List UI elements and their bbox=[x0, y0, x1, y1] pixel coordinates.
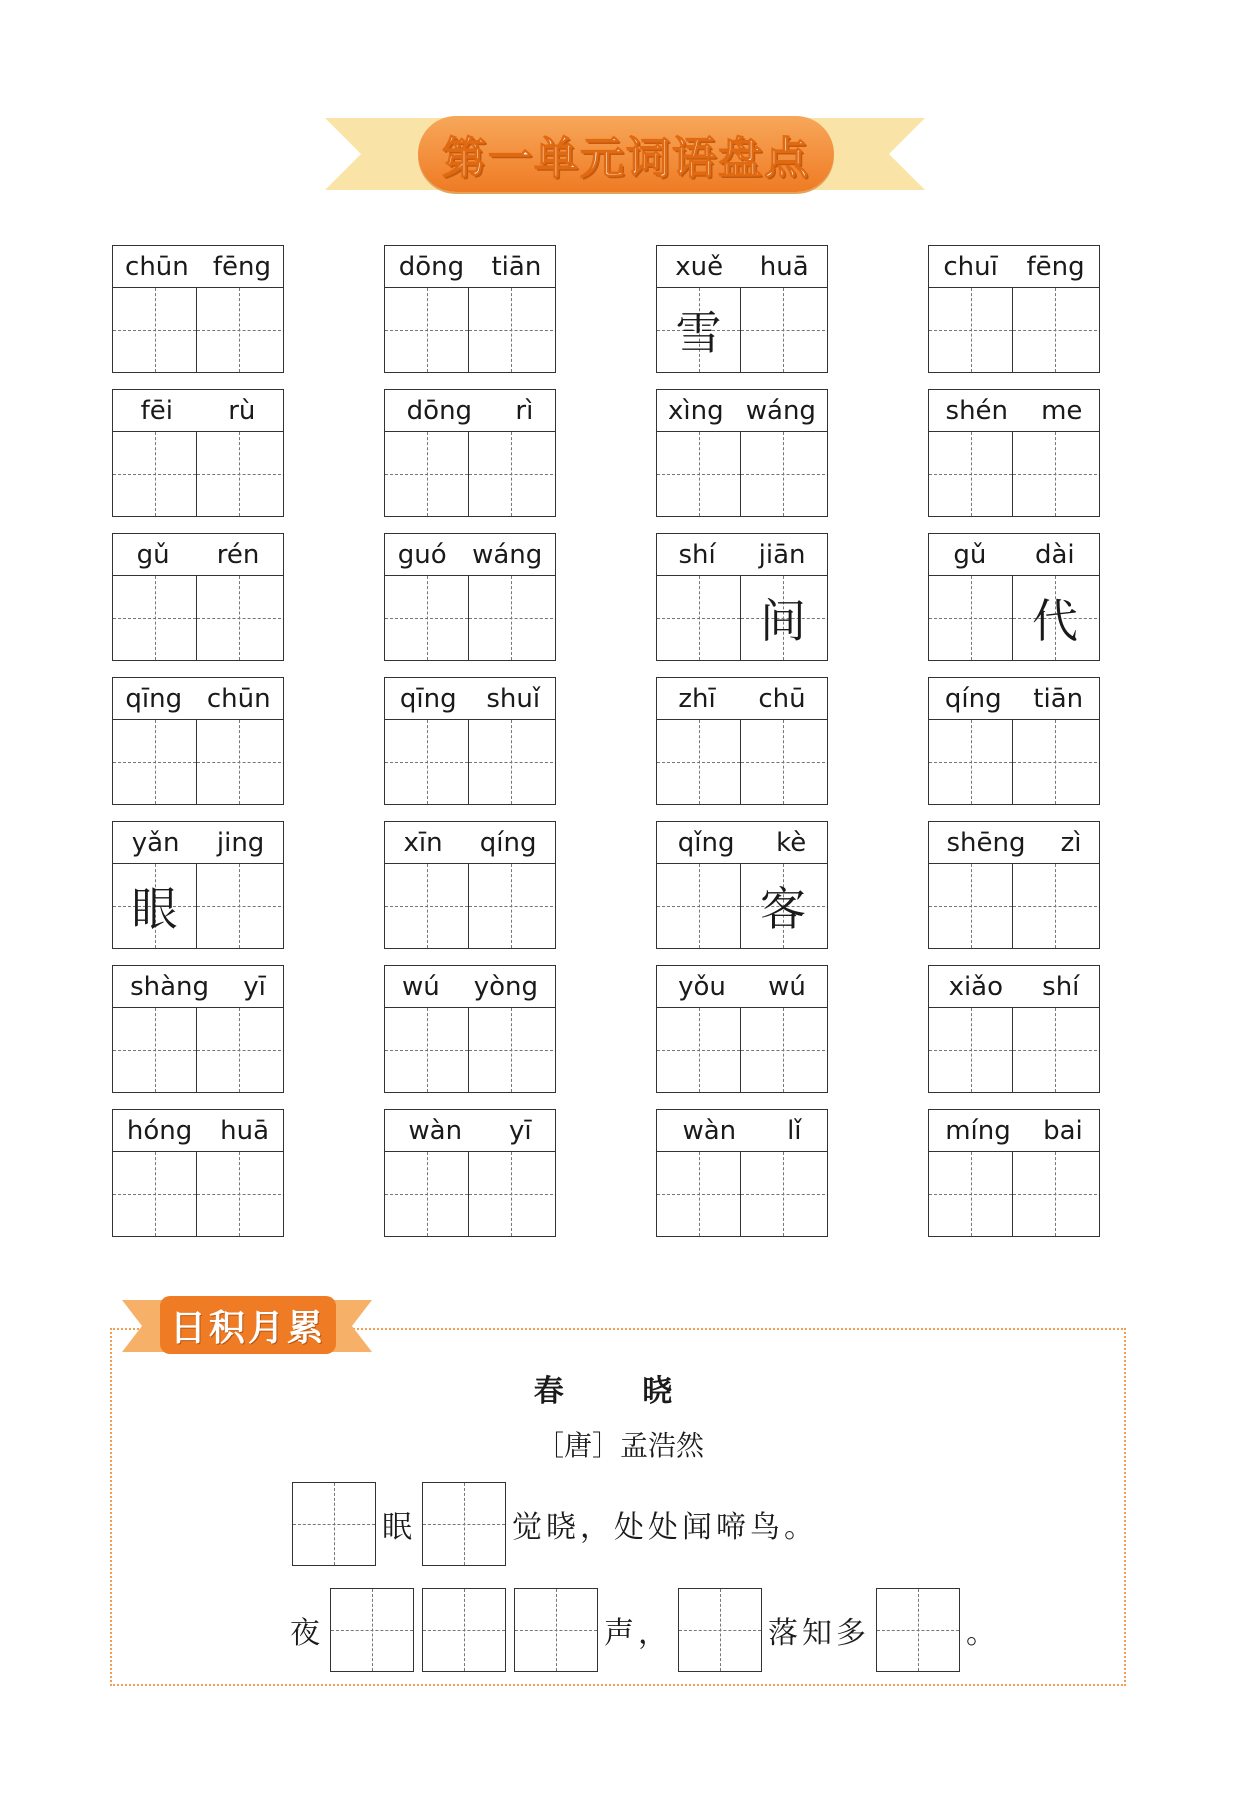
pinyin-syllable: yòng bbox=[473, 971, 538, 1002]
word-card bbox=[656, 245, 828, 373]
pinyin-syllable: shén bbox=[945, 395, 1009, 426]
poem-text: 夜 bbox=[290, 1616, 324, 1651]
pinyin-row bbox=[657, 246, 827, 288]
word-card bbox=[656, 677, 828, 805]
pinyin-syllable: yī bbox=[243, 971, 266, 1002]
tian-grid-box[interactable] bbox=[929, 432, 1013, 516]
char-row bbox=[113, 720, 283, 804]
pinyin-row bbox=[657, 390, 827, 432]
tian-grid-box[interactable] bbox=[741, 720, 825, 804]
fill-in-box[interactable] bbox=[876, 1588, 960, 1672]
pinyin-syllable: guó bbox=[397, 539, 447, 570]
word-card bbox=[112, 533, 284, 661]
pinyin-row bbox=[113, 966, 283, 1008]
pinyin-syllable: dōng bbox=[406, 395, 473, 426]
pinyin-row bbox=[113, 822, 283, 864]
pinyin-row bbox=[113, 1110, 283, 1152]
word-card bbox=[112, 1109, 284, 1237]
tian-grid-box[interactable] bbox=[741, 576, 825, 660]
pinyin-syllable: rén bbox=[216, 539, 260, 570]
pinyin-syllable: lǐ bbox=[787, 1115, 802, 1146]
char-row bbox=[385, 864, 555, 948]
pinyin-row bbox=[929, 966, 1099, 1008]
tian-grid-box[interactable] bbox=[657, 864, 741, 948]
tian-grid-box[interactable] bbox=[741, 288, 825, 372]
page-title: 第一单元词语盘点 bbox=[442, 133, 810, 184]
word-card bbox=[384, 1109, 556, 1237]
char-row bbox=[929, 288, 1099, 372]
pinyin-row bbox=[385, 246, 555, 288]
tian-grid-box[interactable] bbox=[929, 288, 1013, 372]
pinyin-syllable: jiān bbox=[758, 539, 806, 570]
written-char: 雪 bbox=[675, 306, 722, 360]
pinyin-syllable: yī bbox=[508, 1115, 532, 1146]
pinyin-row bbox=[657, 822, 827, 864]
char-row bbox=[657, 1008, 827, 1092]
pinyin-row bbox=[113, 246, 283, 288]
pinyin-syllable: shí bbox=[678, 539, 716, 570]
tian-grid-box[interactable] bbox=[1013, 288, 1097, 372]
tian-grid-box[interactable] bbox=[469, 1008, 553, 1092]
poem-text: 落知多 bbox=[768, 1616, 870, 1651]
char-row bbox=[657, 864, 827, 948]
pinyin-syllable: me bbox=[1041, 395, 1083, 426]
tian-grid-box[interactable] bbox=[469, 432, 553, 516]
char-row bbox=[385, 1008, 555, 1092]
word-card bbox=[384, 389, 556, 517]
pinyin-syllable: wáng bbox=[745, 395, 816, 426]
pinyin-syllable: wú bbox=[768, 971, 806, 1002]
char-row bbox=[657, 1152, 827, 1236]
char-row bbox=[113, 432, 283, 516]
tian-grid-box[interactable] bbox=[1013, 1152, 1097, 1236]
tian-grid-box[interactable] bbox=[657, 720, 741, 804]
pinyin-row bbox=[385, 822, 555, 864]
tian-grid-box[interactable] bbox=[113, 432, 197, 516]
pinyin-syllable: rù bbox=[228, 395, 256, 426]
char-row bbox=[929, 1152, 1099, 1236]
tian-grid-box[interactable] bbox=[1013, 432, 1097, 516]
char-row bbox=[385, 288, 555, 372]
tian-grid-box[interactable] bbox=[385, 720, 469, 804]
pinyin-row bbox=[385, 390, 555, 432]
pinyin-syllable: chū bbox=[758, 683, 806, 714]
pinyin-syllable: chūn bbox=[125, 251, 189, 282]
tian-grid-box[interactable] bbox=[113, 288, 197, 372]
pinyin-syllable: huā bbox=[759, 251, 809, 282]
pinyin-syllable: hóng bbox=[126, 1115, 193, 1146]
tian-grid-box[interactable] bbox=[657, 1152, 741, 1236]
pinyin-row bbox=[385, 966, 555, 1008]
pinyin-syllable: wáng bbox=[472, 539, 543, 570]
tian-grid-box[interactable] bbox=[657, 576, 741, 660]
pinyin-syllable: tiān bbox=[1033, 683, 1084, 714]
char-row bbox=[657, 432, 827, 516]
char-row bbox=[113, 288, 283, 372]
pinyin-syllable: zhī bbox=[678, 683, 716, 714]
written-char: 客 bbox=[760, 882, 806, 936]
tian-grid-box[interactable] bbox=[385, 432, 469, 516]
tian-grid-box[interactable] bbox=[1013, 720, 1097, 804]
pinyin-row bbox=[929, 678, 1099, 720]
pinyin-syllable: qīng bbox=[125, 683, 183, 714]
tian-grid-box[interactable] bbox=[929, 576, 1013, 660]
pinyin-syllable: dài bbox=[1034, 539, 1075, 570]
char-row bbox=[113, 1152, 283, 1236]
pinyin-syllable: gǔ bbox=[953, 539, 987, 570]
pinyin-syllable: fēi bbox=[140, 395, 173, 426]
word-card bbox=[384, 821, 556, 949]
tian-grid-box[interactable] bbox=[1013, 576, 1097, 660]
pinyin-syllable: xīn bbox=[403, 827, 443, 858]
char-row bbox=[113, 1008, 283, 1092]
pinyin-row bbox=[929, 534, 1099, 576]
word-card bbox=[656, 389, 828, 517]
char-row bbox=[929, 432, 1099, 516]
fill-in-box[interactable] bbox=[292, 1482, 376, 1566]
pinyin-syllable: gǔ bbox=[136, 539, 170, 570]
word-card bbox=[112, 965, 284, 1093]
tian-grid-box[interactable] bbox=[197, 864, 281, 948]
char-row bbox=[929, 576, 1099, 660]
pinyin-syllable: qīng bbox=[399, 683, 457, 714]
pinyin-row bbox=[657, 966, 827, 1008]
word-card bbox=[928, 965, 1100, 1093]
word-card bbox=[656, 821, 828, 949]
pinyin-syllable: qíng bbox=[479, 827, 537, 858]
pinyin-syllable: xuě bbox=[675, 251, 724, 282]
pinyin-row bbox=[657, 678, 827, 720]
poem-line-1 bbox=[288, 1482, 820, 1566]
pinyin-syllable: tiān bbox=[491, 251, 542, 282]
word-card bbox=[656, 1109, 828, 1237]
word-card bbox=[384, 965, 556, 1093]
word-card bbox=[384, 677, 556, 805]
fill-in-box[interactable] bbox=[422, 1482, 506, 1566]
pinyin-syllable: wàn bbox=[682, 1115, 737, 1146]
pinyin-syllable: kè bbox=[776, 827, 807, 858]
tian-grid-box[interactable] bbox=[469, 864, 553, 948]
pinyin-syllable: zì bbox=[1060, 827, 1082, 858]
pinyin-row bbox=[929, 1110, 1099, 1152]
tian-grid-box[interactable] bbox=[929, 864, 1013, 948]
tian-grid-box[interactable] bbox=[741, 432, 825, 516]
pinyin-syllable: chuī bbox=[943, 251, 998, 282]
poem-text: 觉晓，处处闻啼鸟。 bbox=[512, 1510, 818, 1545]
word-review-section bbox=[112, 245, 1112, 1237]
tian-grid-box[interactable] bbox=[113, 1008, 197, 1092]
char-row bbox=[385, 432, 555, 516]
word-card bbox=[928, 677, 1100, 805]
word-card bbox=[112, 821, 284, 949]
tian-grid-box[interactable] bbox=[385, 1152, 469, 1236]
char-row bbox=[929, 864, 1099, 948]
pinyin-syllable: shàng bbox=[130, 971, 210, 1002]
pinyin-row bbox=[385, 1110, 555, 1152]
word-grid bbox=[112, 245, 1112, 1237]
tian-grid-box[interactable] bbox=[657, 288, 741, 372]
char-row bbox=[385, 1152, 555, 1236]
poem-text: 眠 bbox=[382, 1510, 416, 1545]
tian-grid-box[interactable] bbox=[657, 432, 741, 516]
tian-grid-box[interactable] bbox=[741, 1008, 825, 1092]
written-char: 间 bbox=[760, 594, 806, 648]
poem-text: 声， bbox=[604, 1616, 672, 1651]
section-tag bbox=[160, 1296, 336, 1354]
char-row bbox=[657, 720, 827, 804]
char-row bbox=[113, 576, 283, 660]
tian-grid-box[interactable] bbox=[469, 288, 553, 372]
tian-grid-box[interactable] bbox=[113, 576, 197, 660]
tian-grid-box[interactable] bbox=[929, 1152, 1013, 1236]
tian-grid-box[interactable] bbox=[385, 1008, 469, 1092]
pinyin-syllable: dōng bbox=[398, 251, 465, 282]
word-card bbox=[656, 965, 828, 1093]
pinyin-row bbox=[113, 534, 283, 576]
tian-grid-box[interactable] bbox=[657, 1008, 741, 1092]
pinyin-syllable: yǎn bbox=[131, 827, 180, 858]
poem-text: 。 bbox=[966, 1616, 1000, 1651]
word-card bbox=[928, 1109, 1100, 1237]
pinyin-syllable: fēng bbox=[1026, 251, 1085, 282]
fill-in-box[interactable] bbox=[422, 1588, 506, 1672]
pinyin-syllable: shēng bbox=[946, 827, 1026, 858]
tian-grid-box[interactable] bbox=[197, 288, 281, 372]
tian-grid-box[interactable] bbox=[197, 1008, 281, 1092]
word-card bbox=[928, 821, 1100, 949]
tian-grid-box[interactable] bbox=[197, 1152, 281, 1236]
char-row bbox=[657, 576, 827, 660]
pinyin-syllable: fēng bbox=[212, 251, 271, 282]
word-card bbox=[112, 677, 284, 805]
word-card bbox=[384, 533, 556, 661]
pinyin-row bbox=[385, 534, 555, 576]
pinyin-row bbox=[657, 1110, 827, 1152]
pinyin-row bbox=[929, 390, 1099, 432]
char-row bbox=[113, 864, 283, 948]
tian-grid-box[interactable] bbox=[469, 1152, 553, 1236]
word-card bbox=[928, 245, 1100, 373]
tian-grid-box[interactable] bbox=[113, 1152, 197, 1236]
word-card bbox=[384, 245, 556, 373]
char-row bbox=[929, 1008, 1099, 1092]
pinyin-syllable: wú bbox=[401, 971, 440, 1002]
pinyin-syllable: míng bbox=[945, 1115, 1011, 1146]
tian-grid-box[interactable] bbox=[1013, 1008, 1097, 1092]
word-card bbox=[112, 245, 284, 373]
char-row bbox=[929, 720, 1099, 804]
pinyin-syllable: wàn bbox=[408, 1115, 463, 1146]
tian-grid-box[interactable] bbox=[385, 864, 469, 948]
tian-grid-box[interactable] bbox=[385, 288, 469, 372]
pinyin-row bbox=[929, 246, 1099, 288]
word-card bbox=[656, 533, 828, 661]
fill-in-box[interactable] bbox=[330, 1588, 414, 1672]
word-card bbox=[928, 389, 1100, 517]
char-row bbox=[385, 720, 555, 804]
tian-grid-box[interactable] bbox=[741, 864, 825, 948]
fill-in-box[interactable] bbox=[678, 1588, 762, 1672]
pinyin-row bbox=[657, 534, 827, 576]
pinyin-syllable: qǐng bbox=[677, 827, 735, 858]
pinyin-syllable: chūn bbox=[206, 683, 271, 714]
pinyin-syllable: qíng bbox=[944, 683, 1002, 714]
tian-grid-box[interactable] bbox=[113, 864, 197, 948]
tian-grid-box[interactable] bbox=[929, 1008, 1013, 1092]
tian-grid-box[interactable] bbox=[1013, 864, 1097, 948]
tian-grid-box[interactable] bbox=[385, 576, 469, 660]
pinyin-syllable: rì bbox=[515, 395, 534, 426]
pinyin-syllable: xiǎo bbox=[948, 971, 1004, 1002]
title-banner bbox=[418, 116, 834, 192]
pinyin-syllable: bai bbox=[1043, 1115, 1083, 1146]
poem-author: ［唐］孟浩然 bbox=[535, 1429, 704, 1462]
tian-grid-box[interactable] bbox=[469, 720, 553, 804]
tian-grid-box[interactable] bbox=[469, 576, 553, 660]
pinyin-row bbox=[929, 822, 1099, 864]
pinyin-syllable: huā bbox=[220, 1115, 270, 1146]
pinyin-row bbox=[385, 678, 555, 720]
fill-in-box[interactable] bbox=[514, 1588, 598, 1672]
poem-line-2 bbox=[288, 1588, 1002, 1672]
char-row bbox=[385, 576, 555, 660]
tian-grid-box[interactable] bbox=[113, 720, 197, 804]
word-card bbox=[928, 533, 1100, 661]
written-char: 眼 bbox=[131, 882, 178, 936]
tian-grid-box[interactable] bbox=[741, 1152, 825, 1236]
pinyin-syllable: yǒu bbox=[678, 971, 726, 1002]
tian-grid-box[interactable] bbox=[197, 576, 281, 660]
written-char: 代 bbox=[1032, 594, 1078, 648]
char-row bbox=[657, 288, 827, 372]
pinyin-row bbox=[113, 678, 283, 720]
tian-grid-box[interactable] bbox=[197, 432, 281, 516]
pinyin-row bbox=[113, 390, 283, 432]
section-tag-label: 日积月累 bbox=[169, 1307, 326, 1349]
pinyin-syllable: shí bbox=[1042, 971, 1080, 1002]
pinyin-syllable: xìng bbox=[668, 395, 724, 426]
pinyin-syllable: shuǐ bbox=[486, 683, 541, 714]
poem-title: 春 晓 bbox=[533, 1374, 707, 1409]
tian-grid-box[interactable] bbox=[929, 720, 1013, 804]
tian-grid-box[interactable] bbox=[197, 720, 281, 804]
pinyin-syllable: jing bbox=[216, 827, 265, 858]
word-card bbox=[112, 389, 284, 517]
